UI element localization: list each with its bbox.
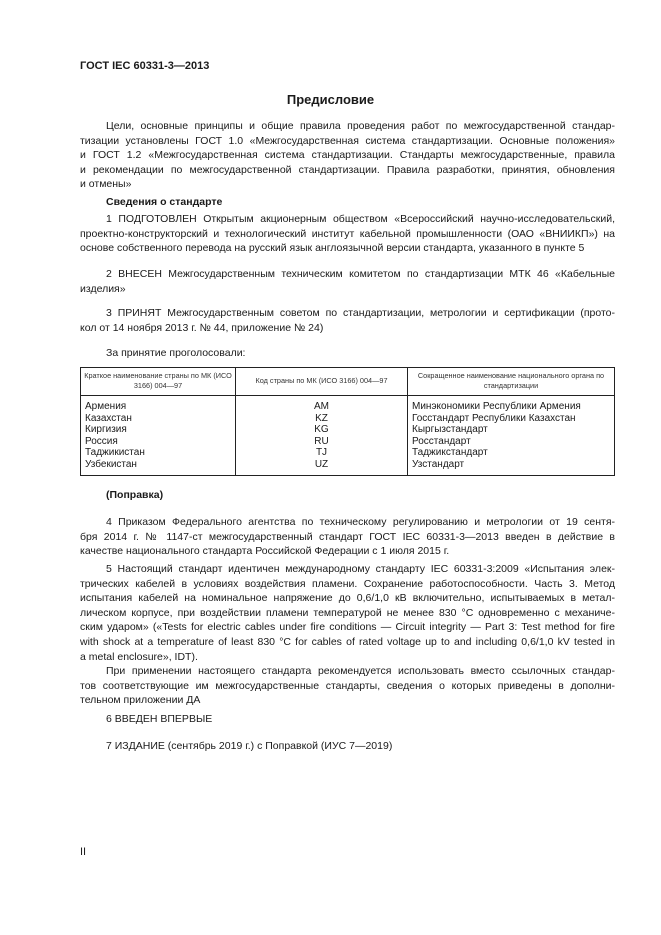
text-line: и ГОСТ 1.2 «Межгосударственная система стандартизации. Стандарты межгосударственные, правила [80, 149, 615, 162]
table-cell: Узбекистан [81, 459, 236, 476]
text-line: 4 Приказом Федерального агентства по техническому регулированию и метрологии от 19 сентя- [106, 516, 615, 528]
text-line: тов соответствующие им межгосударственные стандарты, сведения о которых приведены в дополни- [80, 679, 615, 692]
table-cell: RU [236, 436, 408, 448]
text-line: ским ударом» («Tests for electric cables under fire conditions — Circuit integrity — Part 3: Test method for fire [80, 621, 615, 634]
text-line: тельном приложении ДА [80, 694, 201, 707]
item-4-paragraph [80, 515, 615, 559]
text-line: 2 ВНЕСЕН Межгосударственным техническим комитетом по стандартизации МТК 46 «Кабельные [106, 268, 615, 280]
table-cell: TJ [236, 447, 408, 459]
voted-label: За принятие проголосовали: [106, 347, 246, 359]
table-row [81, 436, 615, 448]
text-line: тизации установлены ГОСТ 1.0 «Межгосударственная система стандартизации. Основные положения» [80, 134, 615, 147]
section-heading: Сведения о стандарте [106, 196, 223, 208]
text-line: 3 ПРИНЯТ Межгосударственным советом по стандартизации, метрологии и сертификации (прото- [106, 307, 615, 319]
text-line: При применении настоящего стандарта рекомендуется использовать вместо ссылочных стандар- [106, 665, 615, 678]
table-cell: Таджикстандарт [408, 447, 615, 459]
table-cell: Таджикистан [81, 447, 236, 459]
table-cell: Узстандарт [408, 459, 615, 476]
table-cell: KG [236, 424, 408, 436]
text-line: основе собственного перевода на русский язык англоязычной версии стандарта, указанного в пункте 5 [80, 242, 585, 255]
table-row [81, 424, 615, 436]
text-line: испытания кабелей на номинальное напряжение до 0,6/1,0 кВ включительно, испытываемых в метал- [80, 592, 615, 605]
table-cell: Казахстан [81, 413, 236, 425]
table-cell: Киргизия [81, 424, 236, 436]
item-2-paragraph [80, 267, 615, 296]
text-line: и рекомендации по межгосударственной стандартизации. Правила разработки, принятия, обновления [80, 163, 615, 176]
table-row [81, 447, 615, 459]
table-cell: Армения [81, 396, 236, 413]
item-7-paragraph: 7 ИЗДАНИЕ (сентябрь 2019 г.) с Поправкой (ИУС 7—2019) [106, 740, 393, 752]
text-line: кол от 14 ноября 2013 г. № 44, приложение № 24) [80, 321, 324, 334]
table-cell: KZ [236, 413, 408, 425]
text-line: проектно-конструкторский и технологический институт кабельной промышленности (ОАО «ВНИИКП») на [80, 227, 615, 240]
text-line: a metal enclosure», IDT). [80, 650, 198, 663]
amendment-label: (Поправка) [106, 489, 164, 501]
item-3-paragraph [80, 306, 615, 335]
preface-paragraph [80, 119, 615, 192]
text-line: изделия» [80, 282, 126, 295]
table-cell: Кыргызстандарт [408, 424, 615, 436]
text-line: бря 2014 г. № 1147-ст межгосударственный стандарт ГОСТ IEC 60331-3—2013 введен в действие в [80, 530, 615, 543]
text-line: 5 Настоящий стандарт идентичен международному стандарту IEC 60331-3:2009 «Испытания элек- [106, 563, 615, 575]
text-line: 1 ПОДГОТОВЛЕН Открытым акционерным обществом «Всероссийский научно-исследовательский, [106, 213, 615, 225]
text-line: Цели, основные принципы и общие правила проведения работ по межгосударственной стандар- [106, 120, 615, 132]
table-cell: UZ [236, 459, 408, 476]
voting-table [80, 367, 615, 476]
table-row [81, 413, 615, 425]
table-cell: Росстандарт [408, 436, 615, 448]
text-line: качестве национального стандарта Российской Федерации с 1 июля 2015 г. [80, 545, 450, 558]
table-header-code: Код страны по МК (ИСО 3166) 004—97 [236, 368, 408, 396]
table-cell: AM [236, 396, 408, 413]
text-line: лическом корпусе, при воздействии пламени температурой не менее 830 °С одновременно с механиче- [80, 606, 615, 619]
document-header: ГОСТ IEC 60331-3—2013 [80, 60, 210, 72]
text-line: трических кабелей в условиях воздействия пламени. Сохранение работоспособности. Часть 3. Метод [80, 577, 615, 590]
item-6-paragraph: 6 ВВЕДЕН ВПЕРВЫЕ [106, 713, 213, 725]
page-title: Предисловие [286, 92, 375, 107]
text-line: with shock at a temperature of least 830 °С for cables of rated voltage up to and including 0,6/1,0 kV tested in [80, 635, 615, 648]
table-header-row [81, 368, 615, 396]
table-row [81, 396, 615, 413]
table-header-country: Краткое наименование страны по МК (ИСО 3166) 004—97 [81, 368, 236, 396]
table-cell: Минэкономики Республики Армения [408, 396, 615, 413]
item-1-paragraph [80, 212, 615, 256]
table-row [81, 459, 615, 476]
item-5-paragraph [80, 562, 615, 708]
page-number: II [80, 846, 87, 858]
table-cell: Россия [81, 436, 236, 448]
table-header-authority: Сокращенное наименование национального органа по стандартизации [408, 368, 615, 396]
table-cell: Госстандарт Республики Казахстан [408, 413, 615, 425]
text-line: и отмены» [80, 178, 132, 191]
